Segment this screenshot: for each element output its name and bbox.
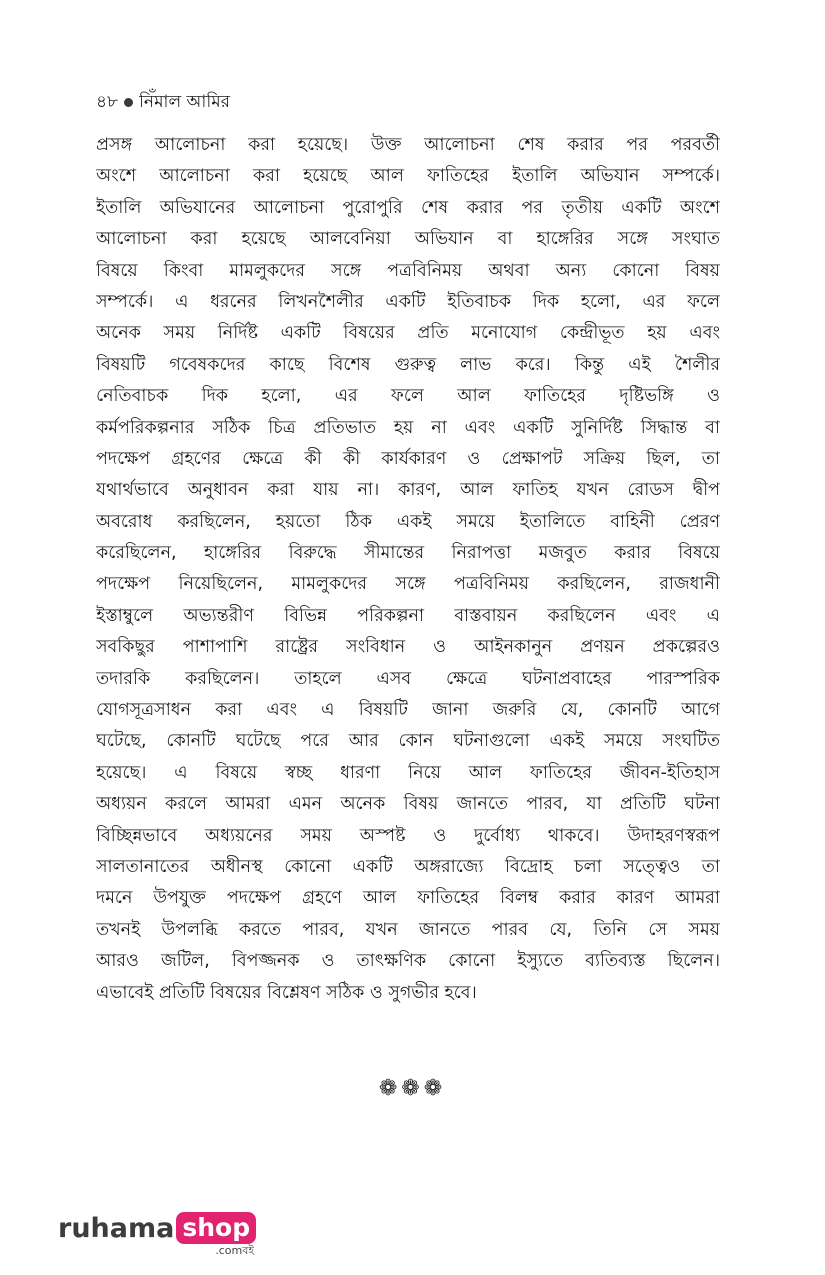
text-line: আলোচনা করা হয়েছে আলবেনিয়া অভিযান বা হাঙ্গেরির সঙ্গে সংঘাত: [96, 229, 720, 250]
text-line: অংশে আলোচনা করা হয়েছে আল ফাতিহের ইতালি অভিযান সম্পর্কে।: [96, 166, 720, 187]
body-paragraph: [96, 130, 720, 1009]
logo-text-domain: .comবই: [215, 1244, 255, 1257]
bullet-dot-icon: [124, 98, 133, 107]
logo-text-ruhama: ruhama: [58, 1213, 175, 1244]
text-line: আরও জটিল, বিপজ্জনক ও তাৎক্ষণিক কোনো ইস্যুতে ব্যতিব্যস্ত ছিলেন।: [96, 951, 720, 972]
text-line: যথার্থভাবে অনুধাবন করা যায় না। কারণ, আল ফাতিহ যখন রোডস দ্বীপ: [96, 480, 720, 501]
text-line: বিচ্ছিন্নভাবে অধ্যয়নের সময় অস্পষ্ট ও দুর্বোধ্য থাকবে। উদাহরণস্বরূপ: [96, 825, 720, 846]
logo-text-shop: shop: [176, 1212, 256, 1244]
text-line: অনেক সময় নির্দিষ্ট একটি বিষয়ের প্রতি মনোযোগ কেন্দ্রীভূত হয় এবং: [96, 323, 720, 344]
page-number: ৪৮: [96, 92, 119, 112]
text-line: ঘটেছে, কোনটি ঘটেছে পরে আর কোন ঘটনাগুলো একই সময়ে সংঘটিত: [96, 731, 720, 752]
text-line: করেছিলেন, হাঙ্গেরির বিরুদ্ধে সীমান্তের নিরাপত্তা মজবুত করার বিষয়ে: [96, 543, 720, 564]
text-line: ইতালি অভিযানের আলোচনা পুরোপুরি শেষ করার পর তৃতীয় একটি অংশে: [96, 197, 720, 218]
text-line: হয়েছে। এ বিষয়ে স্বচ্ছ ধারণা নিয়ে আল ফাতিহের জীবন-ইতিহাস: [96, 762, 720, 783]
text-line: কর্মপরিকল্পনার সঠিক চিত্র প্রতিভাত হয় না এবং একটি সুনির্দিষ্ট সিদ্ধান্ত বা: [96, 417, 720, 438]
text-line: সম্পর্কে। এ ধরনের লিখনশৈলীর একটি ইতিবাচক দিক হলো, এর ফলে: [96, 291, 720, 312]
text-line: এভাবেই প্রতিটি বিষয়ের বিশ্লেষণ সঠিক ও সুগভীর হবে।: [96, 982, 477, 1003]
text-line: বিষয়ে কিংবা মামলুকদের সঙ্গে পত্রবিনিময় অথবা অন্য কোনো বিষয়: [96, 260, 720, 281]
text-line: দমনে উপযুক্ত পদক্ষেপ গ্রহণে আল ফাতিহের বিলম্ব করার কারণ আমরা: [96, 888, 720, 909]
text-line: ইস্তাম্বুলে অভ্যন্তরীণ বিভিন্ন পরিকল্পনা বাস্তবায়ন করছিলেন এবং এ: [96, 605, 720, 626]
text-line: সালতানাতের অধীনস্থ কোনো একটি অঙ্গরাজ্যে বিদ্রোহ চলা সত্ত্বেও তা: [96, 856, 720, 877]
text-line: যোগসূত্রসাধন করা এবং এ বিষয়টি জানা জরুরি যে, কোনটি আগে: [96, 700, 720, 721]
text-line: প্রসঙ্গ আলোচনা করা হয়েছে। উক্ত আলোচনা শেষ করার পর পরবর্তী: [96, 135, 720, 155]
text-line: অবরোধ করছিলেন, হয়তো ঠিক একই সময়ে ইতালিতে বাহিনী প্রেরণ: [96, 511, 720, 532]
text-line: নেতিবাচক দিক হলো, এর ফলে আল ফাতিহের দৃষ্টিভঙ্গি ও: [96, 386, 720, 407]
text-line: অধ্যয়ন করলে আমরা এমন অনেক বিষয় জানতে পারব, যা প্রতিটি ঘটনা: [96, 794, 720, 815]
text-line: তদারকি করছিলেন। তাহলে এসব ক্ষেত্রে ঘটনাপ্রবাহের পারস্পরিক: [96, 668, 720, 689]
text-line: তখনই উপলব্ধি করতে পারব, যখন জানতে পারব যে, তিনি সে সময়: [96, 919, 720, 940]
logo-shop-wrap: [176, 1212, 256, 1257]
book-title: নিঁমাল আমির: [139, 92, 230, 112]
watermark-logo: [58, 1212, 256, 1257]
section-end-ornament: ❁❁❁: [378, 1076, 447, 1101]
text-line: সবকিছুর পাশাপাশি রাষ্ট্রের সংবিধান ও আইনকানুন প্রণয়ন প্রকল্পেরও: [96, 637, 720, 658]
page-header: [96, 90, 230, 114]
text-line: পদক্ষেপ গ্রহণের ক্ষেত্রে কী কী কার্যকারণ ও প্রেক্ষাপট সক্রিয় ছিল, তা: [96, 448, 720, 469]
text-line: বিষয়টি গবেষকদের কাছে বিশেষ গুরুত্ব লাভ করে। কিন্তু এই শৈলীর: [96, 354, 720, 375]
text-line: পদক্ষেপ নিয়েছিলেন, মামলুকদের সঙ্গে পত্রবিনিময় করছিলেন, রাজধানী: [96, 574, 720, 595]
